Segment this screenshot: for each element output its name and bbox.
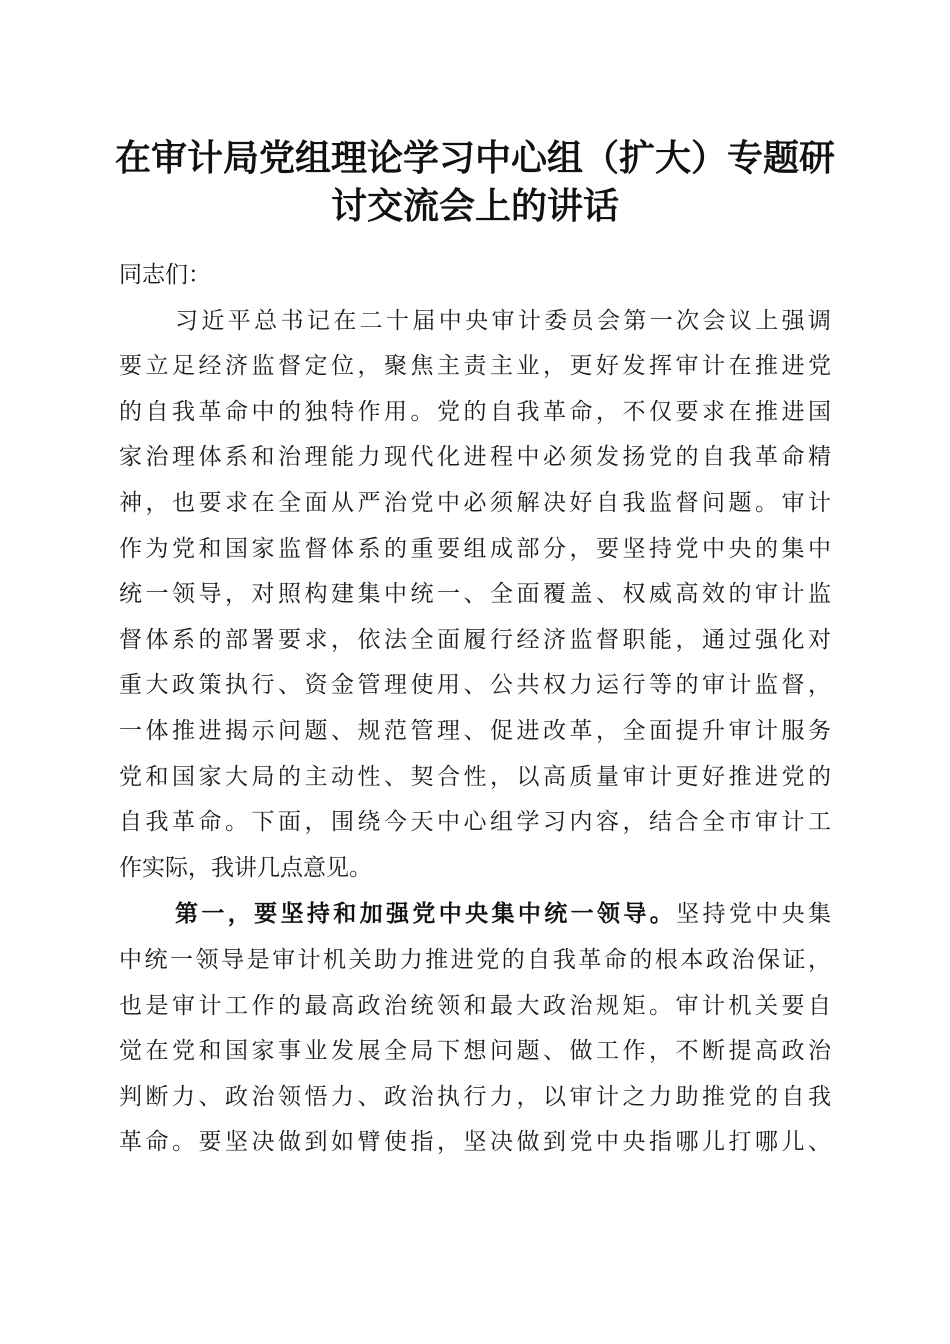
salutation: 同志们： bbox=[119, 262, 211, 288]
paragraph-line: 家治理体系和治理能力现代化进程中必须发扬党的自我革命精 bbox=[119, 444, 831, 471]
paragraph-line: 神，也要求在全面从严治党中必须解决好自我监督问题。审计 bbox=[119, 489, 831, 516]
paragraph-line: 要立足经济监督定位，聚焦主责主业，更好发挥审计在推进党 bbox=[119, 353, 831, 380]
paragraph-line: 也是审计工作的最高政治统领和最大政治规矩。审计机关要自 bbox=[119, 992, 831, 1019]
paragraph-line: 的自我革命中的独特作用。党的自我革命，不仅要求在推进国 bbox=[119, 398, 831, 425]
document-body bbox=[119, 253, 831, 1166]
paragraph-heading-rest: 坚持党中央集 bbox=[676, 901, 831, 928]
paragraph-line: 重大政策执行、资金管理使用、公共权力运行等的审计监督， bbox=[119, 672, 831, 699]
paragraph-line: 判断力、政治领悟力、政治执行力，以审计之力助推党的自我 bbox=[119, 1083, 831, 1110]
paragraph-line: 作实际，我讲几点意见。 bbox=[119, 854, 372, 881]
title-line-2: 讨交流会上的讲话 bbox=[330, 185, 619, 227]
paragraph-line: 自我革命。下面，围绕今天中心组学习内容，结合全市审计工 bbox=[119, 809, 831, 836]
title-line-1: 在审计局党组理论学习中心组（扩大）专题研 bbox=[114, 137, 835, 179]
paragraph-line: 督体系的部署要求，依法全面履行经济监督职能，通过强化对 bbox=[119, 626, 831, 653]
paragraph-line: 统一领导，对照构建集中统一、全面覆盖、权威高效的审计监 bbox=[119, 581, 831, 608]
paragraph-1 bbox=[119, 299, 831, 892]
paragraph-line: 中统一领导是审计机关助力推进党的自我革命的根本政治保证， bbox=[119, 946, 831, 973]
paragraph-heading: 第一，要坚持和加强党中央集中统一领导。 bbox=[175, 900, 677, 928]
paragraph-line: 革命。要坚决做到如臂使指，坚决做到党中央指哪儿打哪儿、 bbox=[119, 1129, 831, 1156]
paragraph-line: 一体推进揭示问题、规范管理、促进改革，全面提升审计服务 bbox=[119, 717, 831, 744]
paragraph-line: 作为党和国家监督体系的重要组成部分，要坚持党中央的集中 bbox=[119, 535, 831, 562]
document-title bbox=[110, 134, 840, 230]
paragraph-line-first bbox=[119, 891, 831, 938]
paragraph-line: 党和国家大局的主动性、契合性，以高质量审计更好推进党的 bbox=[119, 763, 831, 790]
paragraph-line: 习近平总书记在二十届中央审计委员会第一次会议上强调 bbox=[175, 307, 831, 334]
paragraph-line: 觉在党和国家事业发展全局下想问题、做工作，不断提高政治 bbox=[119, 1038, 831, 1065]
paragraph-2 bbox=[119, 891, 831, 1166]
